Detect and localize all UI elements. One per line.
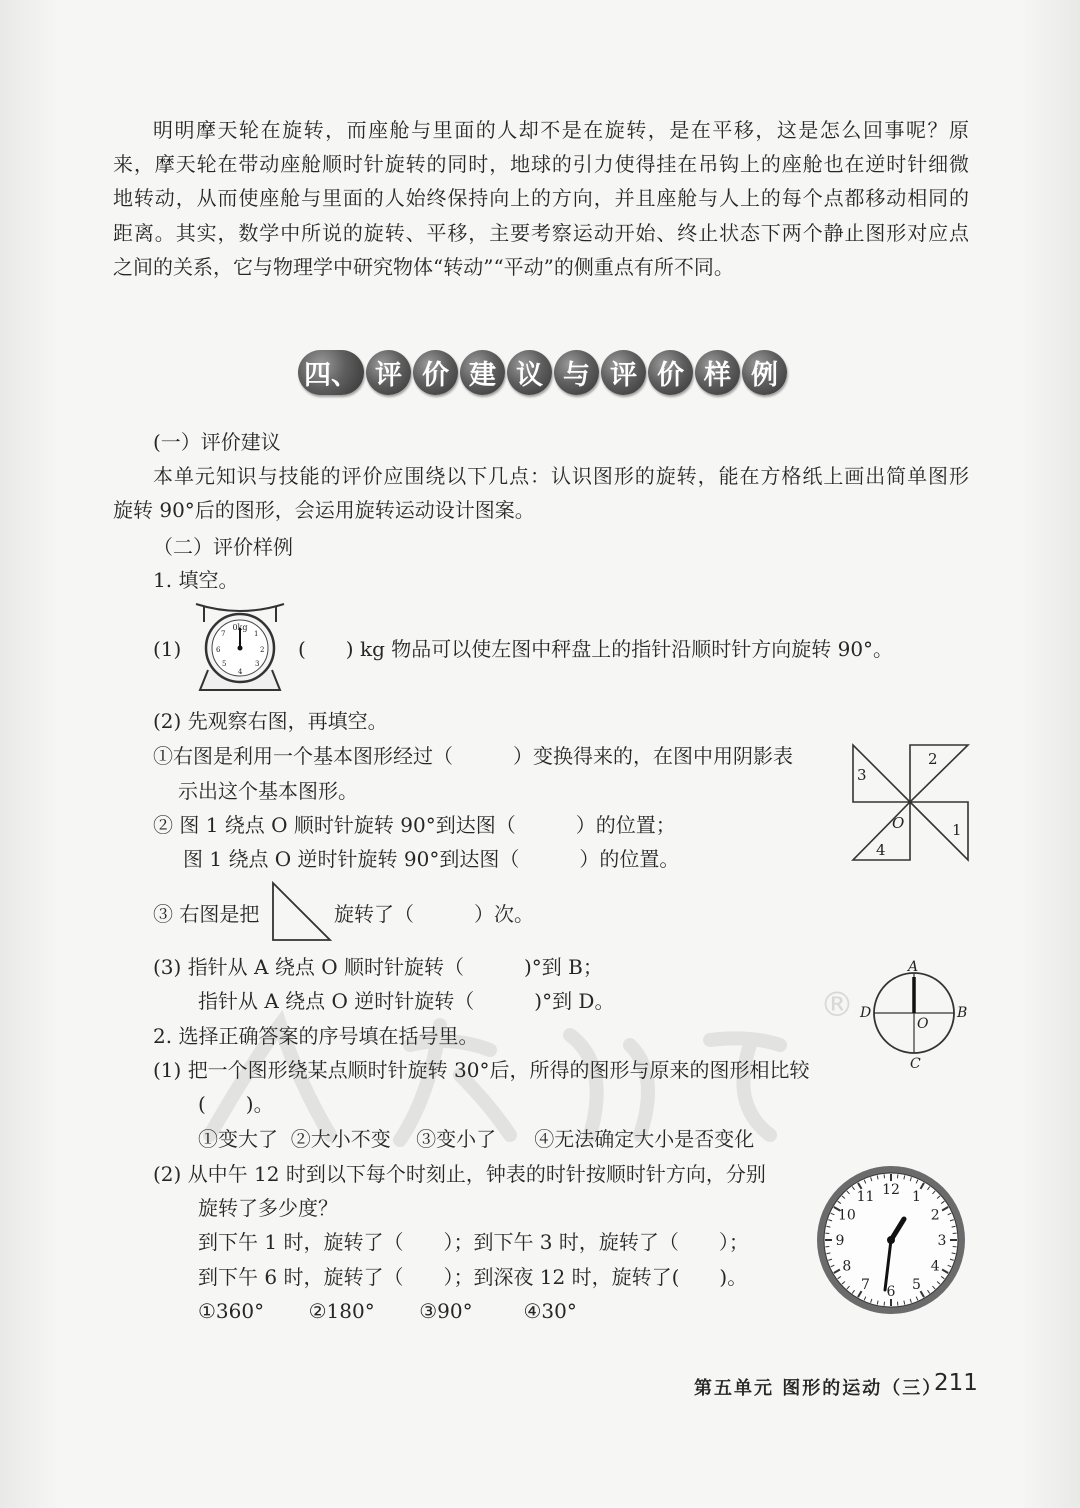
watermark-mark: ® [820, 985, 854, 1025]
section-title [298, 350, 787, 400]
scale-number: 6 [216, 646, 221, 654]
title-char: 建 [460, 350, 505, 395]
circle-label-b: B [957, 1005, 968, 1021]
q1-p3-line2: 指针从 A 绕点 O 逆时针旋转（ )°到 D。 [198, 989, 615, 1013]
q2-p1-line1: (1) 把一个图形绕某点顺时针旋转 30°后，所得的图形与原来的图形相比较 [153, 1058, 810, 1082]
scale-number: 5 [222, 660, 227, 668]
circle-label-d: D [860, 1005, 872, 1021]
q1-p3-line1: (3) 指针从 A 绕点 O 顺时针旋转（ )°到 B； [153, 955, 603, 979]
clock-number: 6 [886, 1284, 896, 1300]
pinwheel-center-o: O [892, 814, 905, 832]
q2-title: 2. 选择正确答案的序号填在括号里。 [153, 1024, 479, 1048]
direction-circle-figure [856, 955, 976, 1075]
intro-line: 距离。其实，数学中所说的旋转、平移，主要考察运动开始、终止状态下两个静止图形对应点 [113, 220, 969, 245]
q1-p2-c-post: 旋转了（ ）次。 [334, 902, 534, 926]
scale-number: 1 [254, 630, 259, 638]
clock-number: 9 [835, 1233, 845, 1249]
sub2-heading: （二）评价样例 [153, 535, 293, 559]
title-char: 价 [413, 350, 458, 395]
q1-p2-c-pre: ③ 右图是把 [153, 902, 260, 926]
circle-label-c: C [910, 1056, 921, 1072]
intro-line: 地转动，从而使座舱与里面的人始终保持向上的方向，并且座舱与人上的每个点都移动相同的 [113, 186, 969, 211]
clock-number: 10 [837, 1207, 856, 1224]
clock-number: 3 [937, 1233, 947, 1249]
title-char: 四、 [298, 350, 364, 395]
sub1-heading: (一）评价建议 [153, 430, 281, 454]
q2-p1-line2: ( )。 [198, 1092, 274, 1116]
scale-number: 2 [260, 646, 265, 654]
clock-number: 4 [930, 1258, 940, 1275]
sub1-line: 旋转 90°后的图形，会运用旋转运动设计图案。 [113, 498, 535, 523]
pinwheel-figure [848, 740, 974, 866]
q2-p2-line3: 到下午 1 时，旋转了（ ）；到下午 3 时，旋转了（ ）； [198, 1230, 749, 1254]
title-char: 与 [554, 350, 599, 395]
scale-figure [192, 598, 288, 698]
sub1-line: 本单元知识与技能的评价应围绕以下几点：认识图形的旋转，能在方格纸上画出简单图形 [153, 464, 969, 488]
clock-number: 11 [856, 1188, 875, 1205]
q1-p2-a-line2: 示出这个基本图形。 [178, 779, 358, 803]
q1-p2-heading: (2) 先观察右图，再填空。 [153, 709, 388, 733]
clock-figure [814, 1163, 968, 1317]
q2-p2-line2: 旋转了多少度？ [198, 1196, 338, 1220]
q1-title: 1. 填空。 [153, 568, 239, 592]
clock-number: 8 [842, 1258, 852, 1275]
q2-p2-line1: (2) 从中午 12 时到以下每个时刻止，钟表的时针按顺时针方向，分别 [153, 1162, 766, 1186]
scale-kg-label: 0kg [232, 623, 248, 632]
pinwheel-label-1: 1 [952, 821, 962, 839]
intro-line: 明明摩天轮在旋转，而座舱与里面的人却不是在旋转，是在平移，这是怎么回事呢？原 [153, 118, 969, 142]
title-char: 样 [695, 350, 740, 395]
clock-number: 7 [861, 1277, 870, 1294]
pinwheel-label-2: 2 [928, 750, 938, 768]
circle-label-o: O [917, 1016, 929, 1032]
q1-p1-text: ( ) kg 物品可以使左图中秤盘上的指针沿顺时针方向旋转 90°。 [298, 637, 894, 661]
clock-number: 2 [930, 1207, 940, 1224]
clock-number: 1 [912, 1188, 921, 1205]
clock-number: 12 [882, 1182, 900, 1198]
circle-label-a: A [908, 959, 919, 975]
sub1-paragraph [113, 459, 969, 527]
title-char: 议 [507, 350, 552, 395]
intro-line: 来，摩天轮在带动座舱顺时针旋转的同时，地球的引力使得挂在吊钩上的座舱也在逆时针细微 [113, 152, 969, 177]
intro-paragraph [113, 113, 969, 284]
q1-p2-b-line2: 图 1 绕点 O 逆时针旋转 90°到达图（ ）的位置。 [183, 847, 680, 871]
scale-number: 3 [255, 660, 260, 668]
q2-p1-options: ①变大了 ②大小不变 ③变小了 ④无法确定大小是否变化 [198, 1127, 755, 1151]
q2-p2-line4: 到下午 6 时，旋转了（ ）；到深夜 12 时，旋转了( )。 [198, 1265, 748, 1289]
title-char: 价 [648, 350, 693, 395]
right-triangle-icon [270, 880, 334, 944]
clock-number: 5 [912, 1277, 921, 1294]
footer-unit-title: 第五单元 图形的运动（三） [694, 1378, 943, 1399]
q1-p1-number: (1) [153, 637, 182, 661]
pinwheel-label-3: 3 [857, 766, 867, 784]
scale-number: 4 [238, 668, 243, 676]
scale-number: 7 [221, 630, 226, 638]
title-char: 评 [366, 350, 411, 395]
intro-line: 之间的关系，它与物理学中研究物体“转动”“平动”的侧重点有所不同。 [113, 254, 734, 279]
title-char: 例 [742, 350, 787, 395]
q1-p2-a-line1: ①右图是利用一个基本图形经过（ ）变换得来的，在图中用阴影表 [153, 744, 793, 768]
pinwheel-label-4: 4 [876, 841, 886, 859]
page-number: 211 [934, 1370, 978, 1396]
title-char: 评 [601, 350, 646, 395]
q2-p2-options: ①360° ②180° ③90° ④30° [198, 1299, 577, 1323]
q1-p2-b-line1: ② 图 1 绕点 O 顺时针旋转 90°到达图（ ）的位置； [153, 813, 676, 837]
